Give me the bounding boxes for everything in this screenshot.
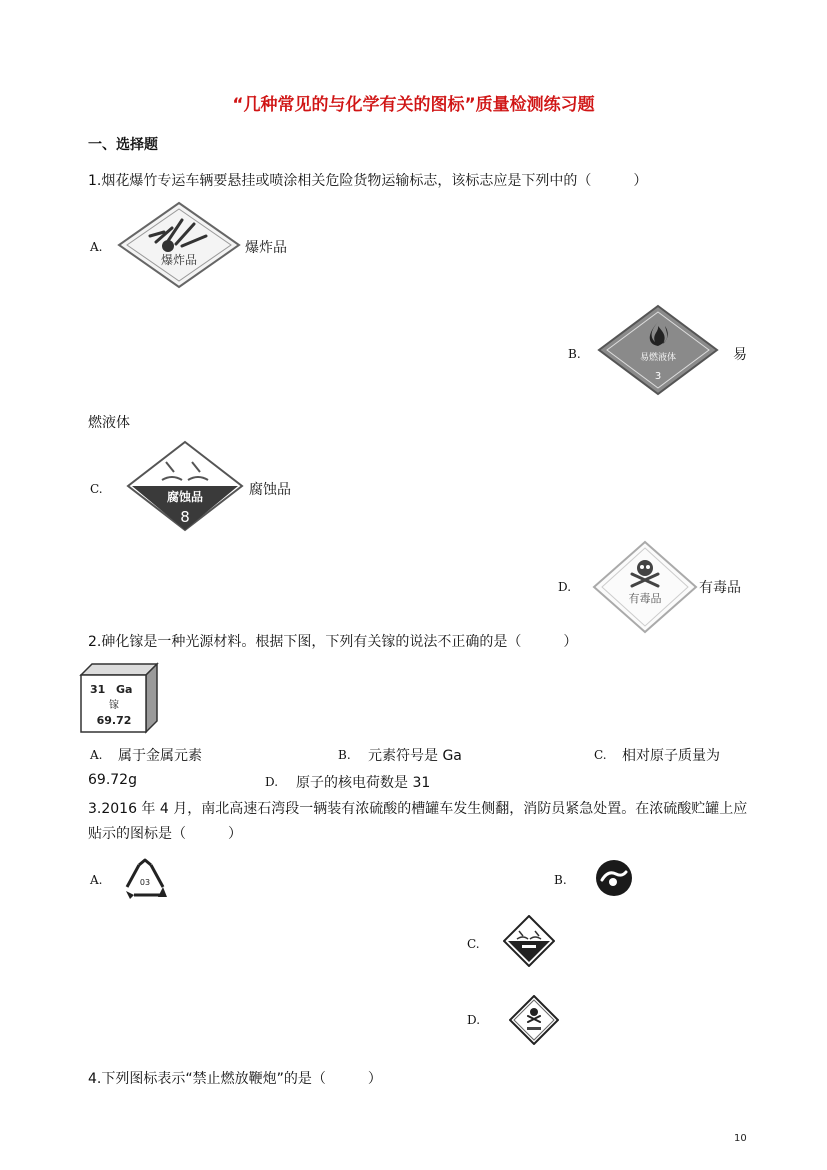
element-mass: 69.72 bbox=[96, 714, 132, 727]
q3-option-d-letter[interactable]: D. bbox=[467, 1013, 481, 1027]
q3-option-b-letter[interactable]: B. bbox=[554, 873, 567, 887]
element-cell-gallium bbox=[78, 661, 160, 735]
question-3-stem-line-1: 3.2016 年 4 月，南北高速石湾段一辆装有浓硫酸的槽罐车发生侧翻，消防员紧急处置。在浓硫酸贮罐上应 bbox=[88, 801, 748, 817]
q2-option-c-letter[interactable]: C. bbox=[594, 748, 607, 762]
flammable-sign-label: 易燃液体 bbox=[639, 353, 677, 363]
question-1-stem: 1.烟花爆竹专运车辆要悬挂或喷涂相关危险货物运输标志，该标志应是下列中的（ ） bbox=[88, 173, 648, 189]
q1-option-d-text: 有毒品 bbox=[699, 580, 741, 596]
element-name: 镓 bbox=[109, 700, 119, 711]
q1-option-b-text-2: 燃液体 bbox=[88, 415, 130, 431]
q1-option-a-letter[interactable]: A. bbox=[90, 240, 103, 254]
element-symbol: Ga bbox=[116, 683, 133, 696]
q3-option-a-letter[interactable]: A. bbox=[90, 873, 103, 887]
section-heading: 一、选择题 bbox=[88, 137, 158, 153]
page-title: “几种常见的与化学有关的图标”质量检测练习题 bbox=[232, 95, 595, 115]
q1-option-a-text: 爆炸品 bbox=[245, 240, 287, 256]
q2-option-a-letter[interactable]: A. bbox=[90, 748, 103, 762]
element-number: 31 bbox=[90, 683, 106, 696]
water-saving-icon[interactable] bbox=[594, 858, 634, 898]
explosive-sign-label: 爆炸品 bbox=[160, 253, 198, 267]
q1-option-c-letter[interactable]: C. bbox=[90, 482, 103, 496]
recycle-code: 03 bbox=[139, 878, 151, 887]
q1-option-b-text-1: 易 bbox=[733, 347, 747, 363]
q3-option-c-letter[interactable]: C. bbox=[467, 937, 480, 951]
q2-option-d-text: 原子的核电荷数是 31 bbox=[296, 775, 431, 791]
q2-option-d-letter[interactable]: D. bbox=[265, 775, 279, 789]
corrosive-sign-number: 8 bbox=[180, 508, 190, 526]
corrosive-sign-icon[interactable] bbox=[126, 440, 244, 532]
q2-option-b-letter[interactable]: B. bbox=[338, 748, 351, 762]
q1-option-d-letter[interactable]: D. bbox=[558, 580, 572, 594]
explosive-sign-icon[interactable] bbox=[116, 200, 242, 290]
flammable-liquid-sign-icon[interactable] bbox=[597, 304, 719, 396]
q1-option-c-text: 腐蚀品 bbox=[249, 482, 291, 498]
toxic-sign-label: 有毒品 bbox=[628, 592, 662, 605]
question-2-stem: 2.砷化镓是一种光源材料。根据下图，下列有关镓的说法不正确的是（ ） bbox=[88, 634, 578, 650]
q2-option-a-text: 属于金属元素 bbox=[118, 748, 202, 764]
q2-option-b-text: 元素符号是 Ga bbox=[368, 748, 462, 764]
toxic-sign-icon[interactable] bbox=[592, 540, 698, 634]
q2-option-c-text-2: 69.72g bbox=[88, 772, 137, 788]
flammable-sign-number: 3 bbox=[654, 371, 662, 382]
q2-option-c-text-1: 相对原子质量为 bbox=[622, 748, 720, 764]
page-number: 10 bbox=[734, 1133, 747, 1144]
corrosive-small-sign-icon[interactable] bbox=[503, 915, 555, 967]
recycle-icon[interactable] bbox=[120, 857, 170, 903]
corrosive-sign-label: 腐蚀品 bbox=[166, 490, 204, 504]
q1-option-b-letter[interactable]: B. bbox=[568, 347, 581, 361]
question-4-stem: 4.下列图标表示“禁止燃放鞭炮”的是（ ） bbox=[88, 1071, 382, 1087]
toxic-small-sign-icon[interactable] bbox=[509, 995, 559, 1045]
question-3-stem-line-2: 贴示的图标是（ ） bbox=[88, 826, 242, 842]
